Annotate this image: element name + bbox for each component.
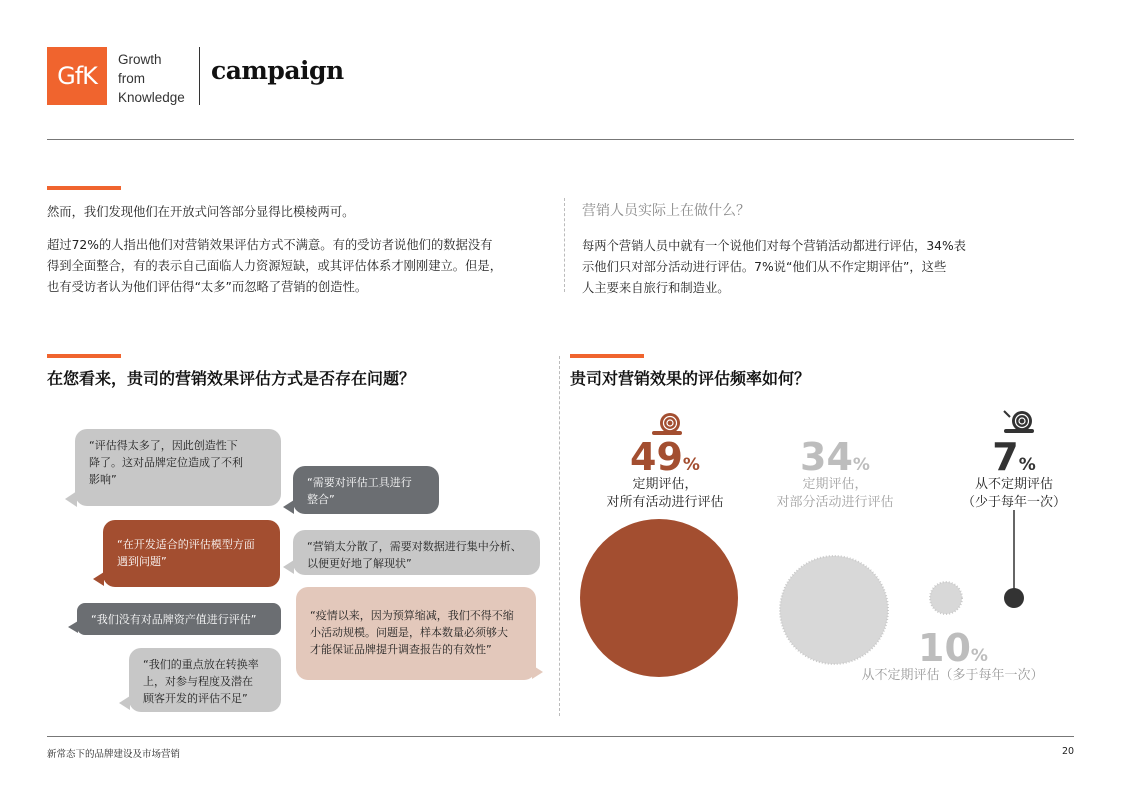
bubble-tail	[532, 665, 543, 679]
bubble-tail	[283, 560, 294, 574]
intro-line: 人主要来自旅行和制造业。	[582, 281, 730, 295]
quote-line: 整合”	[307, 493, 335, 506]
intro-line: 超过72%的人指出他们对营销效果评估方式不满意。有的受访者说他们的数据没有	[47, 238, 493, 252]
intro-line: 示他们只对部分活动进行评估。7%说“他们从不作定期评估”，这些	[582, 260, 947, 274]
quote-line: 小活动规模。问题是，样本数量必须够大	[310, 626, 508, 639]
column-divider	[564, 198, 565, 292]
top-rule	[47, 139, 1074, 140]
pie-circle-34	[780, 556, 888, 664]
snail-icon	[652, 413, 682, 435]
label-49	[580, 476, 750, 512]
right-section-title: 贵司对营销效果的评估频率如何？	[570, 369, 811, 388]
bubble-tail	[119, 696, 130, 710]
quote-line: “需要对评估工具进行	[307, 476, 412, 489]
label-34	[750, 476, 920, 512]
accent-bar	[570, 354, 644, 358]
quote-line: 才能保证品牌提升调查报告的有效性”	[310, 643, 492, 656]
quote-line: 上，对参与程度及潜在	[143, 675, 253, 688]
quote-bubble	[77, 603, 281, 635]
logo-text: GfK	[57, 62, 97, 90]
label-line: 对所有活动进行评估	[606, 495, 724, 510]
label-line: 对部分活动进行评估	[776, 495, 894, 510]
quote-bubble	[293, 530, 540, 575]
campaign-logo: campaign	[211, 56, 344, 85]
intro-line: 也有受访者认为他们评估得“太多”而忽略了营销的创造性。	[47, 280, 368, 294]
value-unit: %	[852, 455, 870, 475]
tagline-line: from	[118, 71, 145, 86]
quote-line: 以便更好地了解现状”	[307, 557, 412, 570]
quote-line: “评估得太多了，因此创造性下	[89, 439, 238, 452]
quote-line: 顾客开发的评估不足”	[143, 692, 248, 705]
bubble-tail	[283, 500, 294, 514]
quote-bubble	[293, 466, 439, 514]
page-number: 20	[1062, 746, 1075, 757]
bubble-tail	[93, 572, 104, 586]
quote-line: “我们没有对品牌资产值进行评估”	[91, 613, 257, 626]
footer-title: 新常态下的品牌建设及市场营销	[47, 749, 181, 760]
tagline-line: Knowledge	[118, 90, 185, 105]
intro-line: 每两个营销人员中就有一个说他们对每个营销活动都进行评估，34%表	[582, 239, 966, 253]
value-number: 34	[800, 435, 853, 479]
value-unit: %	[970, 646, 988, 666]
label-line: 从不定期评估（多于每年一次）	[861, 668, 1044, 683]
value-number: 10	[918, 626, 971, 670]
quote-line: 影响”	[89, 473, 117, 486]
bubble-tail	[65, 491, 77, 507]
quote-line: 遇到问题”	[117, 555, 167, 568]
quote-line: “疫情以来，因为预算缩减，我们不得不缩	[310, 609, 514, 622]
right-intro	[582, 236, 1042, 299]
quote-bubble	[103, 520, 280, 587]
value-number: 49	[630, 435, 683, 479]
label-line: （少于每年一次）	[961, 495, 1066, 510]
quote-bubble	[129, 648, 281, 712]
right-intro-title: 营销人员实际上在做什么？	[582, 203, 750, 219]
tagline	[118, 50, 185, 107]
column-divider	[559, 356, 560, 716]
gfk-logo	[47, 47, 107, 105]
tagline-line: Growth	[118, 52, 162, 67]
pie-circle-7	[1004, 588, 1024, 608]
left-intro	[47, 202, 552, 298]
intro-line: 得到全面整合，有的表示自己面临人力资源短缺，或其评估体系才刚刚建立。但是，	[47, 259, 502, 273]
quote-line: “在开发适合的评估模型方面	[117, 538, 255, 551]
quote-line: “我们的重点放在转换率	[143, 658, 259, 671]
pie-circle-49	[580, 519, 738, 677]
quote-line: 降了。这对品牌定位造成了不利	[89, 456, 243, 469]
quote-line: “营销太分散了，需要对数据进行集中分析、	[307, 540, 522, 553]
accent-bar	[47, 354, 121, 358]
value-unit: %	[1018, 455, 1036, 475]
header-divider	[199, 47, 200, 105]
accent-bar	[47, 186, 121, 190]
value-unit: %	[682, 455, 700, 475]
quote-bubble	[296, 587, 536, 680]
left-section-title: 在您看来，贵司的营销效果评估方式是否存在问题？	[47, 369, 416, 388]
bubble-tail	[68, 621, 78, 633]
label-line: 定期评估，	[802, 477, 868, 492]
label-line: 从不定期评估	[974, 477, 1053, 492]
label-line: 定期评估，	[632, 477, 698, 492]
snail-icon	[1004, 411, 1034, 433]
label-10	[850, 667, 1055, 685]
pie-circle-10	[930, 582, 962, 614]
quote-bubble	[75, 429, 281, 506]
value-number: 7	[992, 435, 1019, 479]
bottom-rule	[47, 736, 1074, 737]
intro-line: 然而，我们发现他们在开放式问答部分显得比模棱两可。	[47, 205, 355, 219]
label-7	[944, 476, 1084, 512]
